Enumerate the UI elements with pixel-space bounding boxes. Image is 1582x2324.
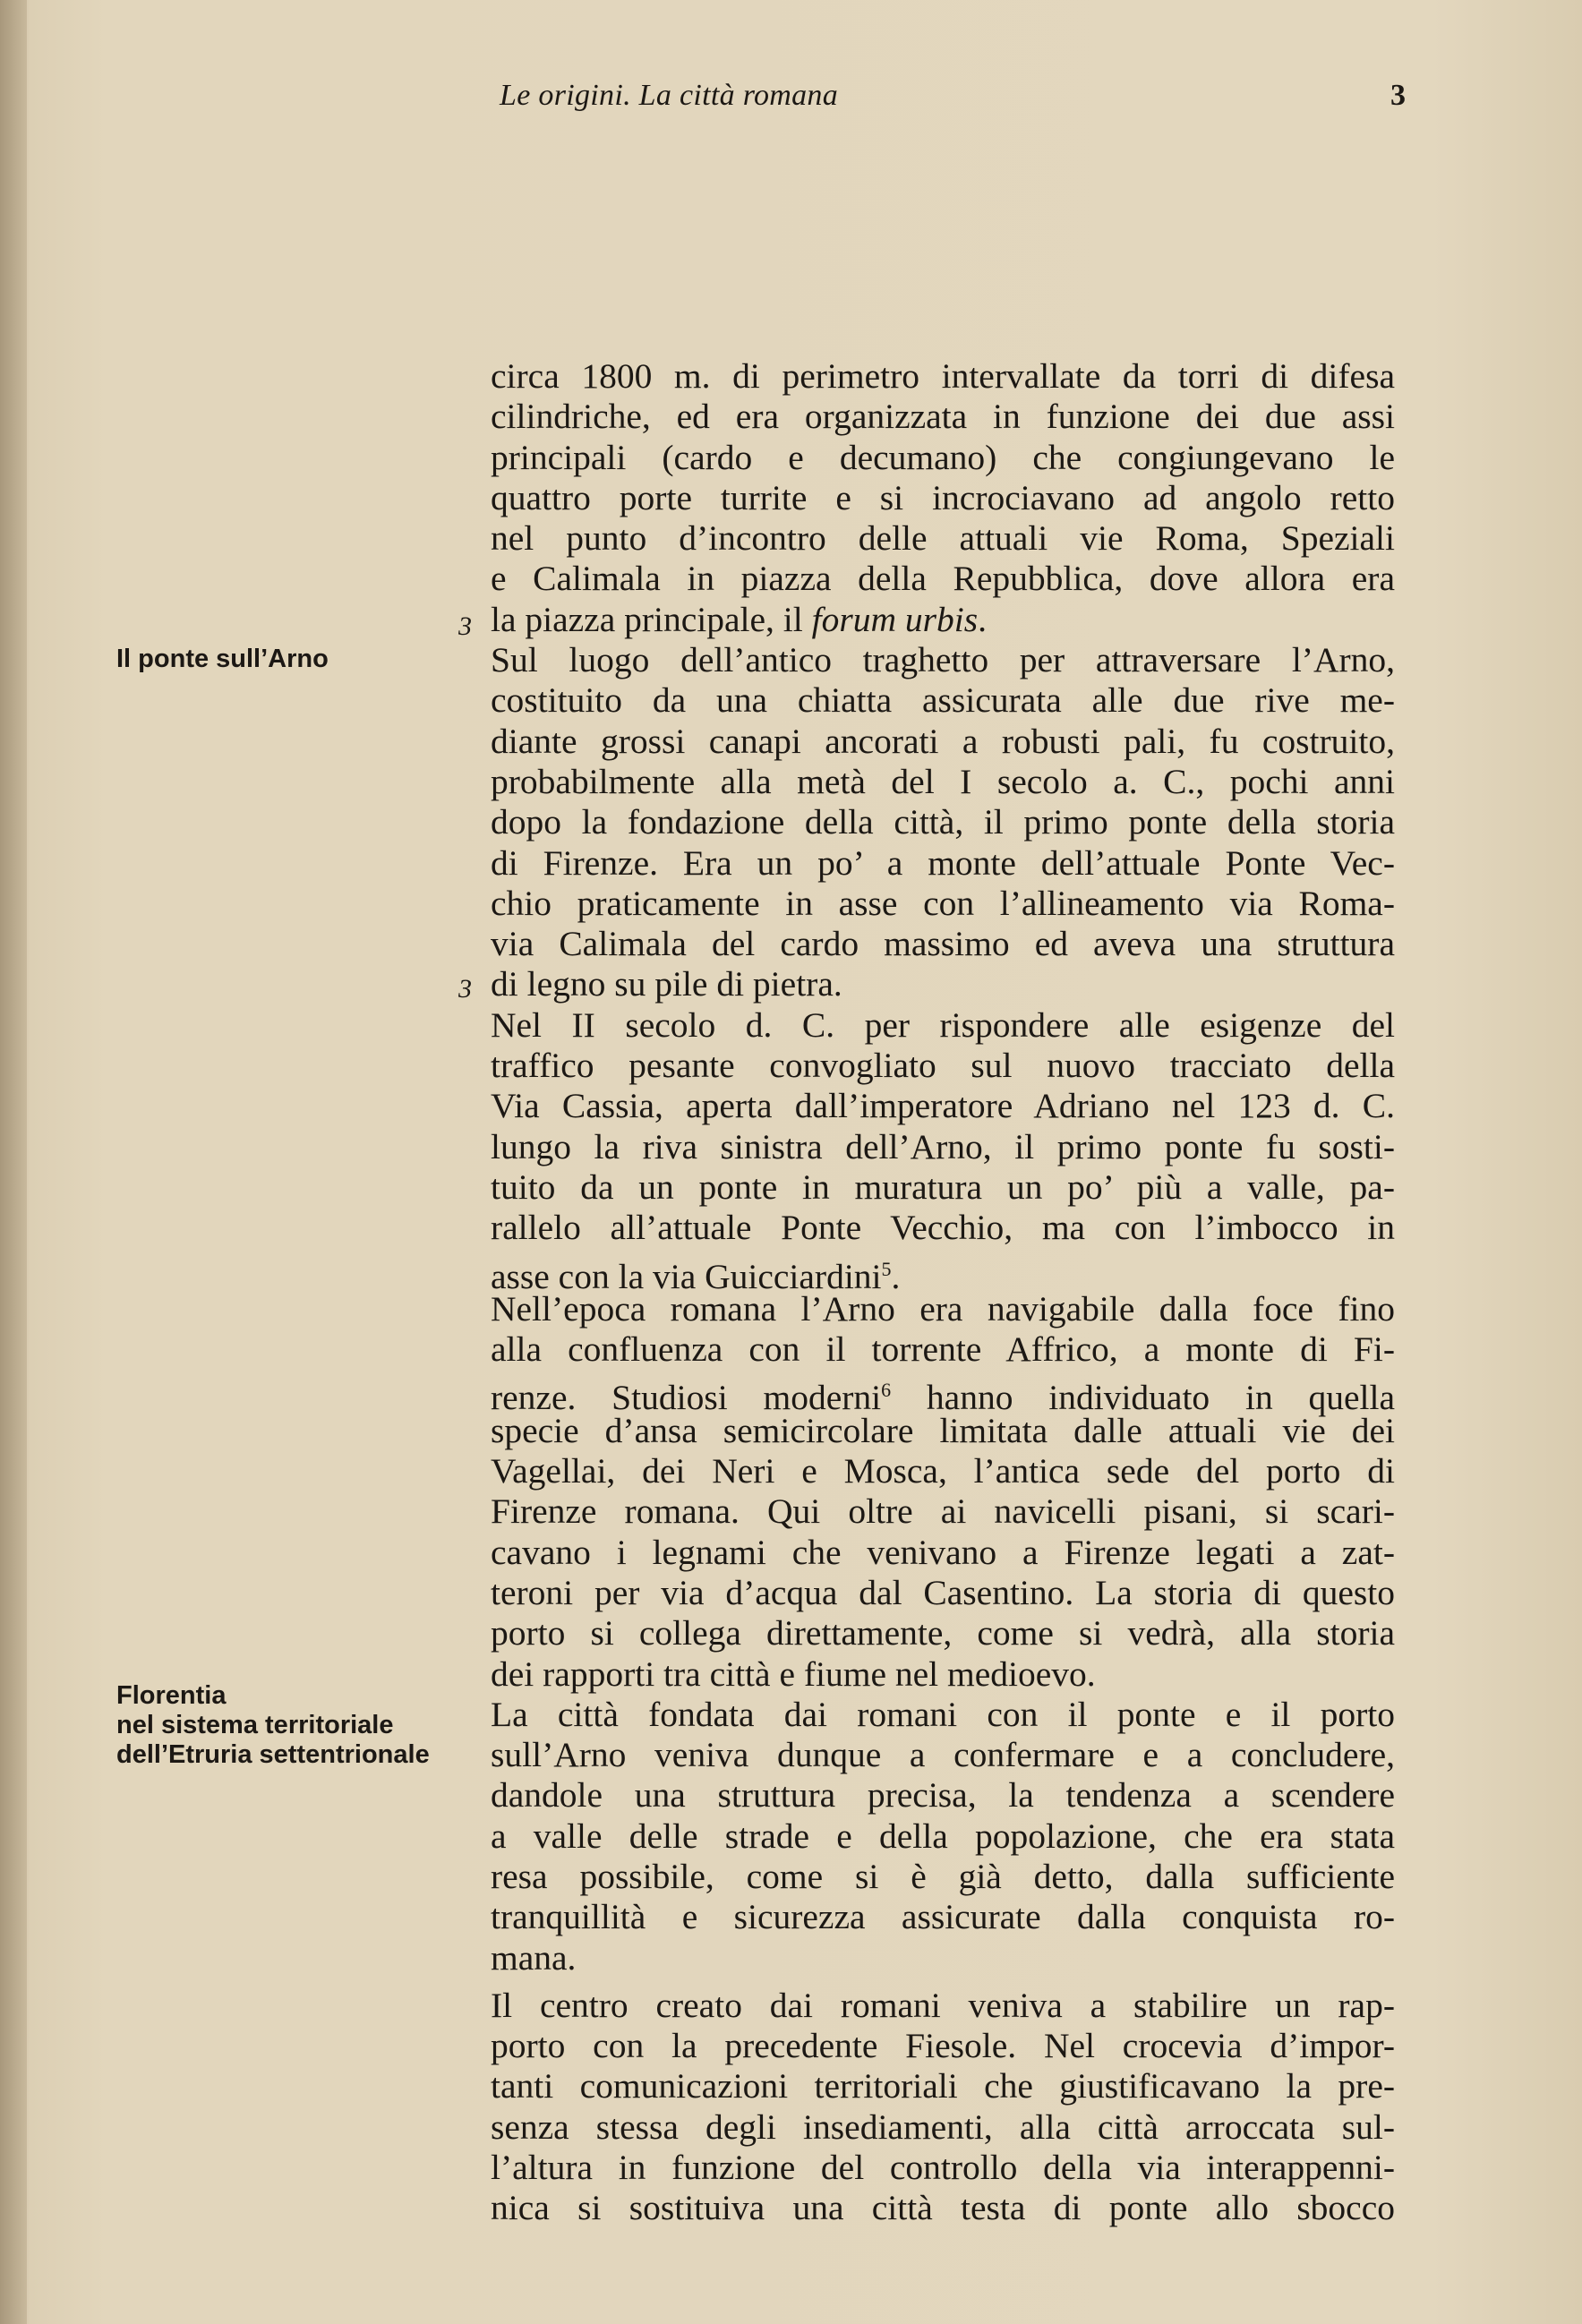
text-line: Nell’epoca romana l’Arno era navigabile dalla foce fino [491, 1288, 1395, 1329]
page-number: 3 [1390, 79, 1406, 112]
text-line: probabilmente alla metà del I secolo a. C., pochi anni [491, 761, 1395, 801]
paragraph-3 [491, 1004, 1395, 1296]
text-line: principali (cardo e decumano) che congiungevano le [491, 437, 1395, 477]
text-line: nica si sostituiva una città testa di ponte allo sbocco [491, 2188, 1395, 2228]
text-line: renze. Studiosi moderni$^6$ hanno individuato in quella [491, 1378, 1396, 1418]
footnote-ref: 6 [881, 1379, 892, 1402]
italic-term: forum urbis [811, 599, 979, 639]
text-line: dopo la fondazione della città, il primo ponte della storia [491, 802, 1395, 842]
paragraph-gap [491, 1978, 1395, 1986]
text-line: di Firenze. Era un po’ a monte dell’attuale Ponte Vec- [491, 842, 1395, 883]
text-line: tranquillità e sicurezza assicurate dalla conquista ro- [491, 1897, 1395, 1937]
text-line: Sul luogo dell’antico traghetto per attraversare l’Arno, [491, 640, 1395, 680]
text-line: quattro porte turrite e si incrociavano ad angolo retto [491, 477, 1395, 517]
text-line: sull’Arno veniva dunque a confermare e a concludere, [491, 1735, 1395, 1775]
book-spine-shadow [0, 0, 27, 2324]
text-line: La città fondata dai romani con il ponte e il porto [491, 1694, 1395, 1734]
text-line: cilindriche, ed era organizzata in funzione dei due assi [491, 397, 1395, 437]
side-note-florentia-2: nel sistema territoriale [116, 1711, 394, 1739]
text-line: resa possibile, come si è già detto, dalla sufficiente [491, 1856, 1395, 1896]
text-line: porto si collega direttamente, come si vedrà, alla storia [491, 1613, 1395, 1653]
text-line: mana. [491, 1937, 577, 1978]
margin-ref: 3 [458, 974, 472, 1004]
side-note-ponte: Il ponte sull’Arno [116, 645, 329, 673]
text-line: cavano i legnami che venivano a Firenze legati a zat- [491, 1532, 1395, 1572]
paragraph-4 [491, 1289, 1395, 1695]
text-line: a valle delle strade e della popolazione, che era stata [491, 1816, 1395, 1856]
text-line: Firenze romana. Qui oltre ai navicelli pisani, si scari- [491, 1491, 1395, 1532]
text-line: via Calimala del cardo massimo ed aveva una struttura [491, 924, 1395, 964]
text-line: Nel II secolo d. C. per rispondere alle esigenze del [491, 1004, 1395, 1045]
side-note-florentia-1: Florentia [116, 1681, 227, 1710]
text-line: rallelo all’attuale Ponte Vecchio, ma con l’imbocco in [491, 1208, 1395, 1248]
text-line: alla confluenza con il torrente Affrico, a monte di Fi- [491, 1329, 1395, 1370]
text-line: Via Cassia, aperta dall’imperatore Adriano nel 123 d. C. [491, 1086, 1395, 1126]
margin-ref: 3 [458, 611, 472, 641]
text-line: costituito da una chiatta assicurata alle due rive me- [491, 680, 1395, 721]
text-line: diante grossi canapi ancorati a robusti pali, fu costruito, [491, 721, 1395, 761]
side-note-florentia-3: dell’Etruria settentrionale [116, 1740, 430, 1769]
paragraph-1 [491, 356, 1395, 640]
paragraph-6 [491, 1986, 1395, 2229]
text-line: la piazza principale, il forum urbis. [491, 599, 987, 639]
text-line: e Calimala in piazza della Repubblica, dove allora era [491, 559, 1395, 599]
text-line: di legno su pile di pietra. [491, 964, 842, 1004]
text-line: Il centro creato dai romani veniva a stabilire un rap- [491, 1985, 1395, 2025]
text-line: porto con la precedente Fiesole. Nel crocevia d’impor- [491, 2026, 1395, 2066]
paragraph-2 [491, 640, 1395, 1005]
text-line: circa 1800 m. di perimetro intervallate da torri di difesa [491, 356, 1395, 396]
text-line: Vagellai, dei Neri e Mosca, l’antica sede del porto di [491, 1451, 1395, 1491]
text-line: dandole una struttura precisa, la tendenza a scendere [491, 1775, 1395, 1816]
text-line: senza stessa degli insediamenti, alla città arroccata sul- [491, 2106, 1395, 2147]
text-line: nel punto d’incontro delle attuali vie Roma, Speziali [491, 518, 1395, 559]
text-line: asse con la via Guicciardini$^5$. [491, 1256, 901, 1296]
text-line: l’altura in funzione del controllo della via interappenni- [491, 2148, 1395, 2188]
footnote-ref: 5 [881, 1257, 892, 1280]
text-line: chio praticamente in asse con l’allineamento via Roma- [491, 883, 1395, 923]
body-text [491, 356, 1395, 2229]
text-line: tanti comunicazioni territoriali che giustificavano la pre- [491, 2066, 1395, 2106]
text-line: specie d’ansa semicircolare limitata dalle attuali vie dei [491, 1410, 1395, 1450]
text-line: tuito da un ponte in muratura un po’ più a valle, pa- [491, 1166, 1395, 1207]
text-line: lungo la riva sinistra dell’Arno, il primo ponte fu sosti- [491, 1126, 1395, 1166]
running-title: Le origini. La città romana [500, 79, 839, 112]
text-line: teroni per via d’acqua dal Casentino. La storia di questo [491, 1572, 1395, 1612]
text-line: traffico pesante convogliato sul nuovo tracciato della [491, 1046, 1395, 1086]
paragraph-5 [491, 1695, 1395, 1978]
text-line: dei rapporti tra città e fiume nel medioevo. [491, 1653, 1096, 1694]
